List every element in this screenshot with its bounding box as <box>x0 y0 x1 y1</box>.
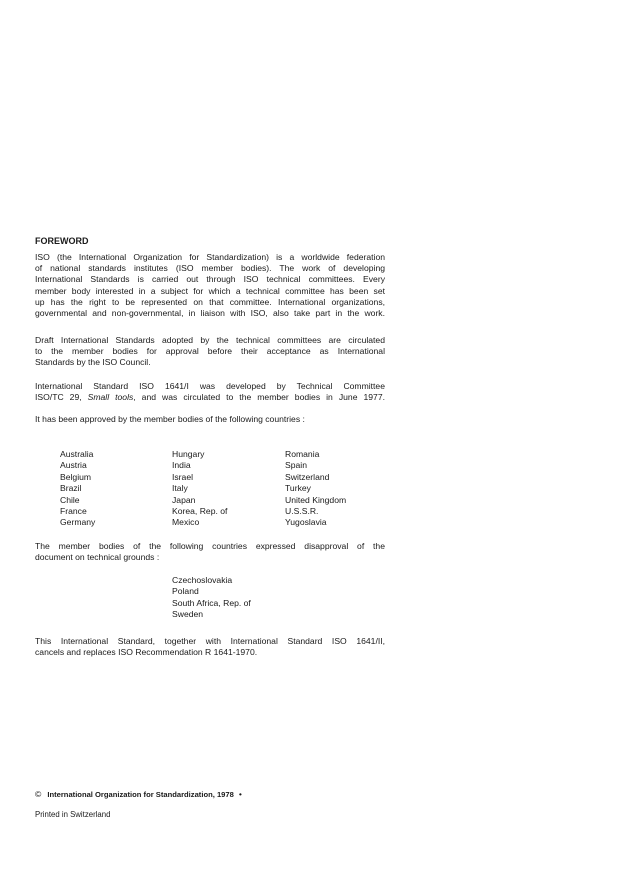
approving-countries-col-1: Australia Austria Belgium Brazil Chile France Germany <box>60 449 96 528</box>
foreword-heading: FOREWORD <box>35 236 89 246</box>
copyright-line: © International Organization for Standardization, 1978 • <box>35 789 242 799</box>
disapproving-countries: Czechoslovakia Poland South Africa, Rep. of Sweden <box>172 575 251 620</box>
disapproval-intro: The member bodies of the following countries expressed disapproval of the document on technical grounds : <box>35 541 385 563</box>
foreword-paragraph-2: Draft International Standards adopted by the technical committees are circulated to the member bodies for approval before their acceptance as International Standards by the ISO Council. <box>35 335 385 368</box>
foreword-paragraph-3: International Standard ISO 1641/I was developed by Technical Committee ISO/TC 29, Small tools, and was circulated to the member bodies in June 1977. <box>35 381 385 403</box>
approving-countries-col-2: Hungary India Israel Italy Japan Korea, Rep. of Mexico <box>172 449 228 528</box>
copyright-icon: © <box>35 789 42 799</box>
printed-in: Printed in Switzerland <box>35 810 111 819</box>
approval-intro: It has been approved by the member bodies of the following countries : <box>35 414 305 424</box>
bullet-icon: • <box>238 789 242 799</box>
para3-line2: ISO/TC 29, Small tools, and was circulated to the member bodies in June 1977. <box>35 392 385 403</box>
approving-countries-col-3: Romania Spain Switzerland Turkey United Kingdom U.S.S.R. Yugoslavia <box>285 449 347 528</box>
final-paragraph: This International Standard, together with International Standard ISO 1641/II, cancels and replaces ISO Recommendation R 1641-1970. <box>35 636 385 658</box>
foreword-paragraph-1: ISO (the International Organization for Standardization) is a worldwide federation of national standards institutes (ISO member bodies). The work of developing International Standards is carried out through ISO technical committees. Every member body interested in a subject for which a technical committee has been set up has the right to be represented on that committee. International organizations, governmental and non-governmental, in liaison with ISO, also take part in the work. <box>35 252 385 318</box>
